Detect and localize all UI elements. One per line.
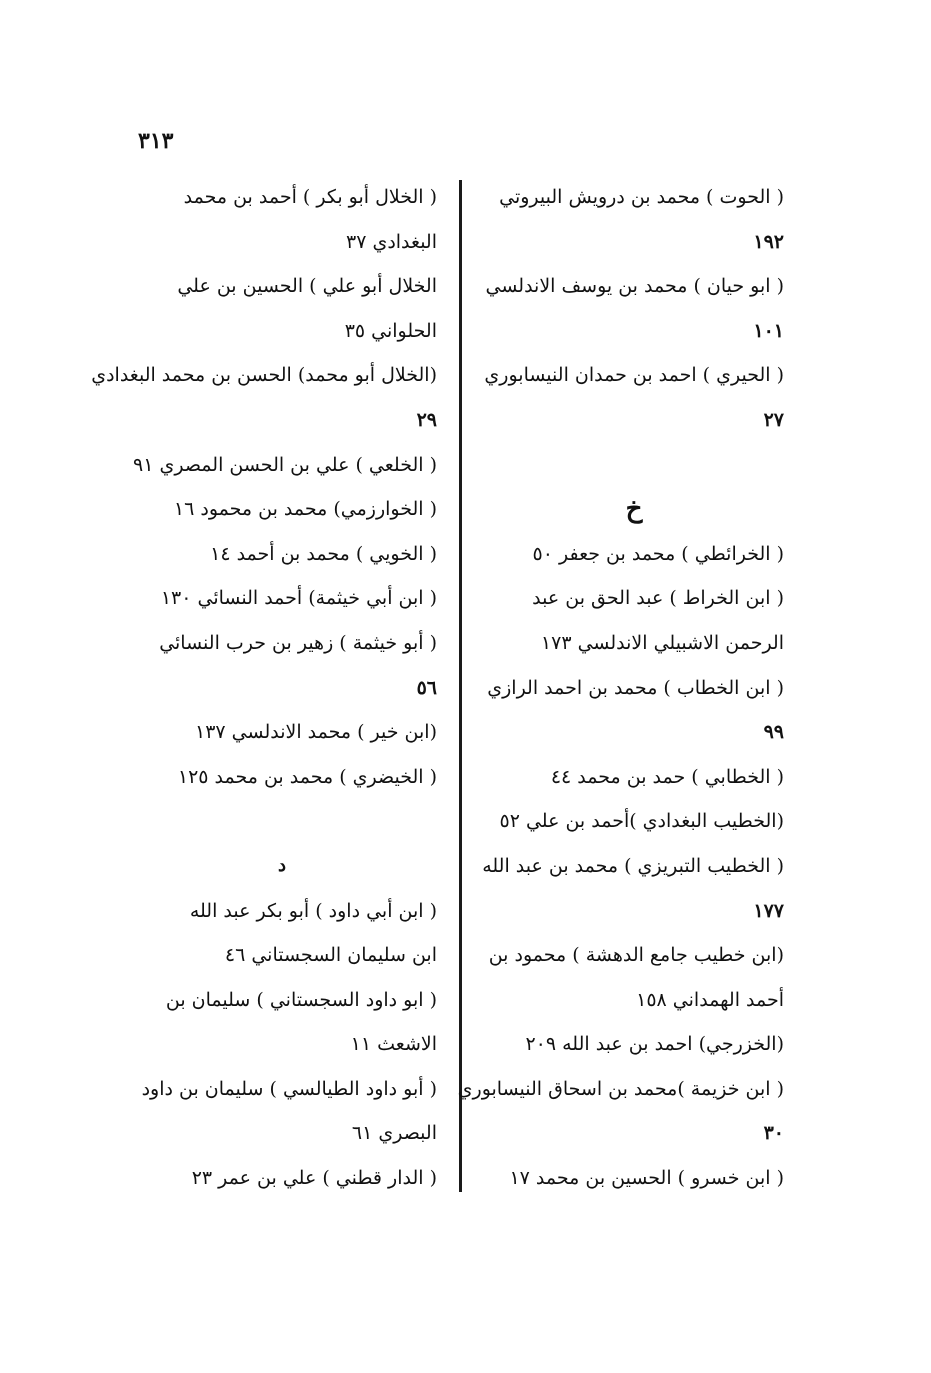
left-column-section-letter: د — [277, 854, 286, 876]
left-column-spacer — [127, 799, 437, 844]
right-column-section-letter: خ — [625, 494, 643, 525]
left-column-entry: ( ابو داود السجستاني ) سليمان بن — [165, 988, 437, 1011]
right-column-page-ref: ١٩٢ — [753, 230, 784, 253]
right-column-page-ref: ٢٧ — [763, 408, 784, 431]
page-number: ٣١٣ — [138, 128, 174, 154]
left-column-entry: ( الخوارزمي) محمد بن محمود ١٦ — [173, 498, 437, 521]
left-column-entry: البصري ٦١ — [351, 1122, 437, 1145]
right-column-entry: ( ابو حيان ) محمد بن يوسف الاندلسي — [485, 275, 784, 298]
left-column-entry: ( الخويي ) محمد بن أحمد ١٤ — [210, 542, 437, 565]
right-column-entry: ( الخطابي ) حمد بن محمد ٤٤ — [550, 765, 784, 788]
right-column-spacer — [484, 443, 784, 488]
right-column-entry: ( ابن الخراط ) عبد الحق بن عبد — [532, 587, 784, 610]
right-column-entry: ( ابن الخطاب ) محمد بن احمد الرازي — [487, 676, 784, 699]
left-column-entry: الاشعث ١١ — [350, 1033, 437, 1056]
right-column-entry: ( الحيري ) احمد بن حمدان النيسابوري — [484, 364, 784, 387]
left-column-page-ref: ٥٦ — [416, 676, 437, 699]
left-column-entry: ( الدار قطني ) علي بن عمر ٢٣ — [191, 1167, 437, 1190]
left-column-entry: الخلال أبو علي ) الحسين بن علي — [177, 275, 437, 298]
right-column-entry: (ابن خطيب جامع الدهشة ) محمود بن — [488, 944, 784, 967]
left-column-entry: ( أبو داود الطيالسي ) سليمان بن داود — [141, 1077, 437, 1100]
right-column-entry: (الخطيب البغدادي )أحمد بن علي ٥٢ — [499, 810, 784, 833]
right-column-entry: ( ابن خزيمة )محمد بن اسحاق النيسابوري — [457, 1077, 784, 1100]
left-column-entry: ( أبو خيثمة ) زهير بن حرب النسائي — [159, 631, 437, 654]
right-column — [457, 175, 784, 1201]
right-column-entry: ( الحوت ) محمد بن درويش البيروتي — [499, 186, 784, 208]
left-column-entry: الحلواني ٣٥ — [344, 319, 437, 342]
left-column-entry: ( ابن أبي خيثمة) أحمد النسائي ١٣٠ — [160, 587, 437, 610]
left-column-entry: (الخلال أبو محمد) الحسن بن محمد البغدادي — [91, 364, 437, 387]
right-column-page-ref: ٩٩ — [763, 721, 784, 744]
left-column-entry: ( الخلعي ) علي بن الحسن المصري ٩١ — [133, 453, 437, 476]
left-column — [91, 175, 437, 1201]
right-column-entry: ( الخطيب التبريزي ) محمد بن عبد الله — [482, 854, 784, 877]
left-column-entry: ( الخيضري ) محمد بن محمد ١٢٥ — [177, 765, 437, 788]
right-column-page-ref: ٣٠ — [763, 1122, 784, 1145]
left-column-entry: البغدادي ٣٧ — [345, 230, 437, 253]
left-column-entry: ابن سليمان السجستاني ٤٦ — [224, 944, 437, 967]
left-column-page-ref: ٢٩ — [416, 408, 437, 431]
right-column-entry: (الخزرجي) احمد بن عبد الله ٢٠٩ — [525, 1033, 784, 1056]
left-column-entry: (ابن خير ) محمد الاندلسي ١٣٧ — [195, 721, 437, 744]
left-column-entry: ( ابن أبي داود ) أبو بكر عبد الله — [189, 899, 437, 922]
right-column-page-ref: ١٧٧ — [753, 899, 784, 922]
right-column-entry: ( ابن خسرو ) الحسين بن محمد ١٧ — [509, 1167, 784, 1190]
column-divider — [459, 180, 462, 1192]
right-column-page-ref: ١٠١ — [753, 319, 784, 342]
left-column-entry: ( الخلال أبو بكر ) أحمد بن محمد — [183, 186, 437, 208]
right-column-entry: أحمد الهمداني ١٥٨ — [636, 988, 784, 1011]
right-column-entry: الرحمن الاشبيلي الاندلسي ١٧٣ — [540, 631, 784, 654]
right-column-entry: ( الخرائطي ) محمد بن جعفر ٥٠ — [532, 542, 784, 565]
